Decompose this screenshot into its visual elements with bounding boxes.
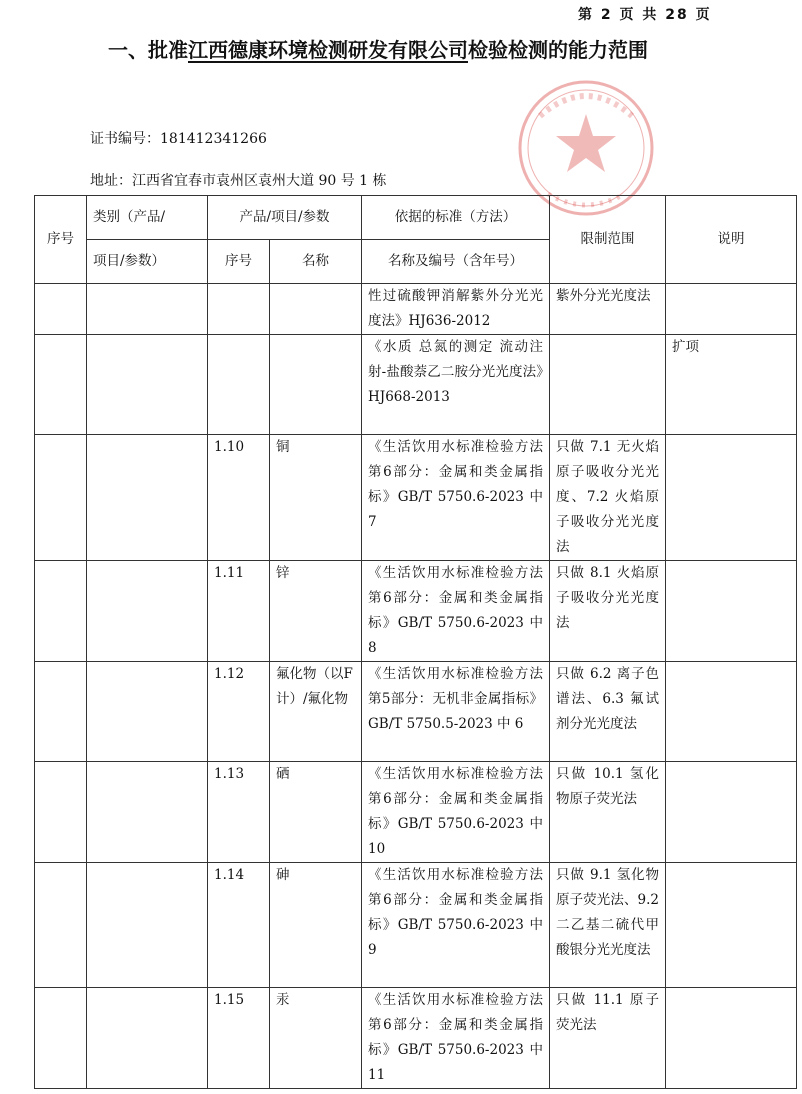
row-note-cell: 扩项 — [666, 335, 797, 435]
row-item-seq-cell: 1.14 — [208, 863, 270, 988]
table-row — [35, 561, 797, 662]
row-category-cell — [87, 284, 208, 335]
row-note-cell — [666, 762, 797, 863]
row-item-name-cell: 硒 — [270, 762, 362, 863]
lab-address: 地址：江西省宜春市袁州区袁州大道 90 号 1 栋 — [90, 173, 387, 189]
row-note-cell — [666, 435, 797, 561]
table-row — [35, 435, 797, 561]
capability-table — [34, 195, 797, 1089]
row-category-cell — [87, 335, 208, 435]
row-seq-cell — [35, 988, 87, 1089]
row-standard-cell: 《水质 总氮的测定 流动注射-盐酸萘乙二胺分光光度法》HJ668-2013 — [362, 335, 550, 435]
table-row — [35, 988, 797, 1089]
row-category-cell — [87, 435, 208, 561]
table-row — [35, 863, 797, 988]
title-prefix: 一、批准 — [108, 38, 188, 62]
row-item-seq-cell: 1.11 — [208, 561, 270, 662]
title-organization: 江西德康环境检测研发有限公司 — [188, 38, 468, 62]
row-standard-cell: 《生活饮用水标准检验方法 第6部分：金属和类金属指标》GB/T 5750.6-2023 中 10 — [362, 762, 550, 863]
row-seq-cell — [35, 435, 87, 561]
row-note-cell — [666, 863, 797, 988]
row-seq-cell — [35, 662, 87, 762]
row-item-seq-cell — [208, 284, 270, 335]
page-number: 第 2 页 共 28 页 — [578, 7, 712, 23]
row-limit-cell: 紫外分光光度法 — [550, 284, 666, 335]
row-item-seq-cell — [208, 335, 270, 435]
header-product-group: 产品/项目/参数 — [208, 196, 362, 240]
row-category-cell — [87, 662, 208, 762]
row-limit-cell: 只做 8.1 火焰原子吸收分光光度法 — [550, 561, 666, 662]
row-item-seq-cell: 1.12 — [208, 662, 270, 762]
row-note-cell — [666, 284, 797, 335]
page-title — [108, 34, 648, 63]
row-category-cell — [87, 762, 208, 863]
row-seq-cell — [35, 335, 87, 435]
row-limit-cell: 只做 10.1 氢化物原子荧光法 — [550, 762, 666, 863]
row-seq-cell — [35, 762, 87, 863]
title-suffix: 检验检测的能力范围 — [468, 38, 648, 62]
row-category-cell — [87, 988, 208, 1089]
header-standard: 依据的标准（方法） — [362, 196, 550, 240]
row-standard-cell: 《生活饮用水标准检验方法 第6部分：金属和类金属指标》GB/T 5750.6-2023 中 8 — [362, 561, 550, 662]
row-category-cell — [87, 561, 208, 662]
row-item-seq-cell: 1.10 — [208, 435, 270, 561]
row-limit-cell — [550, 335, 666, 435]
row-item-name-cell: 砷 — [270, 863, 362, 988]
row-item-name-cell — [270, 284, 362, 335]
header-category: 类别（产品/ — [87, 196, 208, 240]
row-item-name-cell: 锌 — [270, 561, 362, 662]
header-product-name: 名称 — [270, 240, 362, 284]
row-limit-cell: 只做 9.1 氢化物原子荧光法、9.2 二乙基二硫代甲酸银分光光度法 — [550, 863, 666, 988]
row-note-cell — [666, 988, 797, 1089]
row-item-seq-cell: 1.13 — [208, 762, 270, 863]
row-seq-cell — [35, 561, 87, 662]
header-limit: 限制范围 — [550, 196, 666, 284]
row-seq-cell — [35, 863, 87, 988]
row-limit-cell: 只做 11.1 原子荧光法 — [550, 988, 666, 1089]
header-standard-2: 名称及编号（含年号） — [362, 240, 550, 284]
header-seq: 序号 — [35, 196, 87, 284]
row-standard-cell: 《生活饮用水标准检验方法 第6部分：金属和类金属指标》GB/T 5750.6-2023 中 9 — [362, 863, 550, 988]
row-note-cell — [666, 561, 797, 662]
table-row — [35, 284, 797, 335]
row-item-name-cell: 氟化物（以F计）/氟化物 — [270, 662, 362, 762]
row-standard-cell: 《生活饮用水标准检验方法 第6部分：金属和类金属指标》GB/T 5750.6-2023 中 7 — [362, 435, 550, 561]
row-standard-cell: 《生活饮用水标准检验方法 第5部分：无机非金属指标》GB/T 5750.5-2023 中 6 — [362, 662, 550, 762]
header-category-2: 项目/参数） — [87, 240, 208, 284]
header-product-seq: 序号 — [208, 240, 270, 284]
certificate-number: 证书编号：181412341266 — [90, 131, 267, 147]
row-limit-cell: 只做 6.2 离子色谱法、6.3 氟试剂分光光度法 — [550, 662, 666, 762]
table-body — [35, 284, 797, 1089]
row-item-name-cell: 汞 — [270, 988, 362, 1089]
row-category-cell — [87, 863, 208, 988]
row-item-seq-cell: 1.15 — [208, 988, 270, 1089]
row-item-name-cell: 铜 — [270, 435, 362, 561]
row-standard-cell: 《生活饮用水标准检验方法 第6部分：金属和类金属指标》GB/T 5750.6-2023 中 11 — [362, 988, 550, 1089]
table-row — [35, 335, 797, 435]
header-note: 说明 — [666, 196, 797, 284]
row-seq-cell — [35, 284, 87, 335]
row-limit-cell: 只做 7.1 无火焰原子吸收分光光度、7.2 火焰原子吸收分光光度法 — [550, 435, 666, 561]
table-row — [35, 662, 797, 762]
table-row — [35, 762, 797, 863]
row-note-cell — [666, 662, 797, 762]
row-standard-cell: 性过硫酸钾消解紫外分光光度法》HJ636-2012 — [362, 284, 550, 335]
row-item-name-cell — [270, 335, 362, 435]
